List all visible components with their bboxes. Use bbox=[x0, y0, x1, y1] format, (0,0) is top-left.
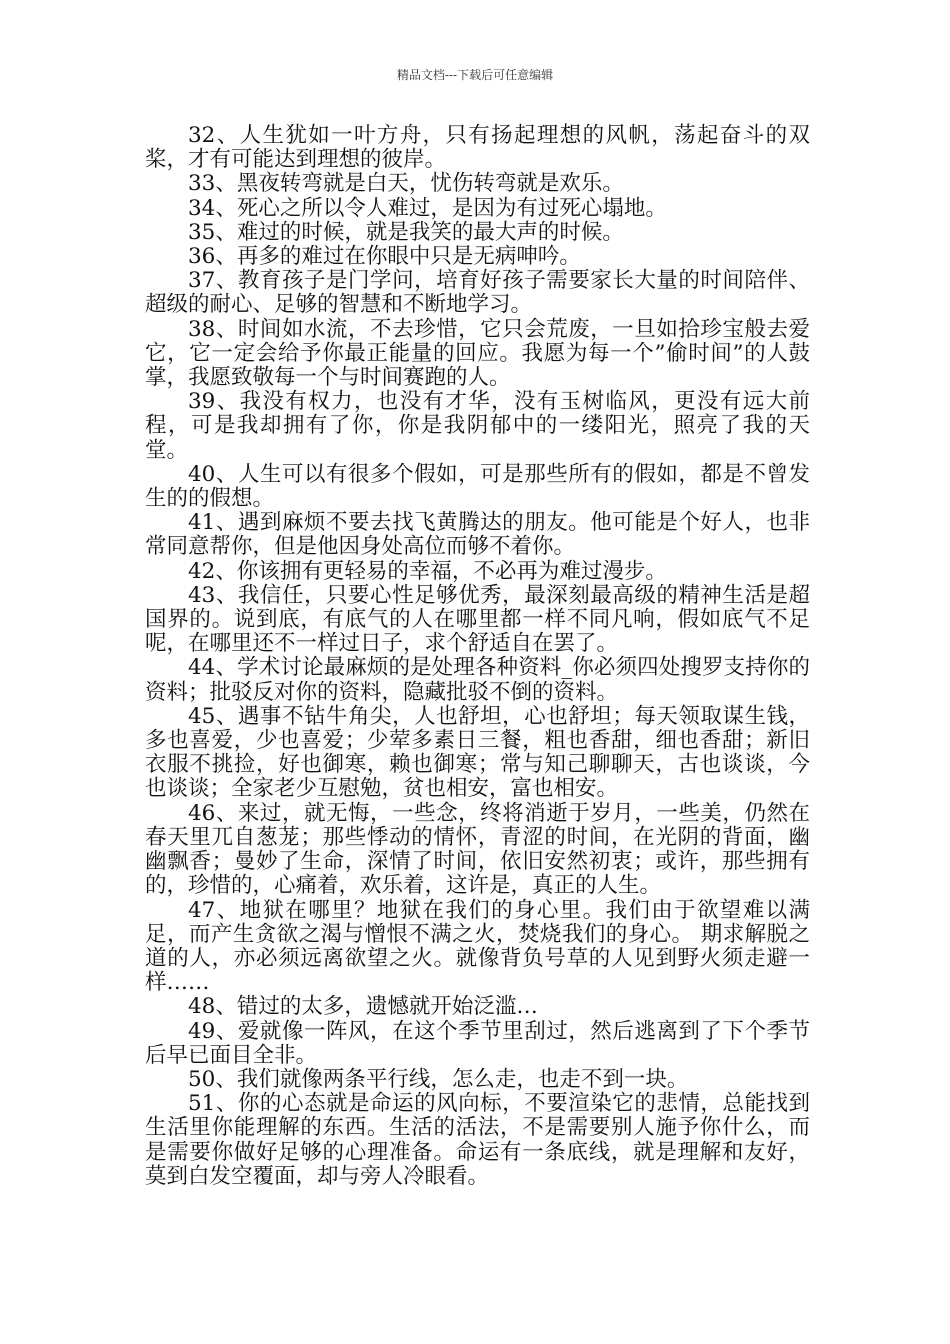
quote-paragraph: 43、我信任，只要心性足够优秀，最深刻最高级的精神生活是超国界的。说到底，有底气的人在哪里都一样不同凡响，假如底气不足呢，在哪里还不一样过日子，求个舒适自在罢了。 bbox=[145, 582, 810, 657]
quote-paragraph: 33、黑夜转弯就是白天，忧伤转弯就是欢乐。 bbox=[188, 171, 624, 197]
quote-paragraph: 51、你的心态就是命运的风向标，不要渲染它的悲情，总能找到生活里你能理解的东西。生活的活法，不是需要别人施予你什么，而是需要你做好足够的心理准备。命运有一条底线，就是理解和友好，莫到白发空覆面，却与旁人冷眼看。 bbox=[145, 1091, 810, 1189]
quote-paragraph: 45、遇事不钻牛角尖，人也舒坦，心也舒坦；每天领取谋生钱，多也喜爱，少也喜爱；少荤多素日三餐，粗也香甜，细也香甜；新旧衣服不挑捡，好也御寒，赖也御寒；常与知己聊聊天，古也谈谈，今也谈谈；全家老少互慰勉，贫也相安，富也相安。 bbox=[145, 703, 810, 802]
quote-paragraph: 49、爱就像一阵风，在这个季节里刮过，然后逃离到了下个季节后早已面目全非。 bbox=[145, 1018, 810, 1068]
quote-paragraph: 48、错过的太多，遗憾就开始泛滥… bbox=[188, 994, 538, 1020]
quote-paragraph: 42、你该拥有更轻易的幸福，不必再为难过漫步。 bbox=[188, 558, 667, 584]
quote-paragraph: 47、地狱在哪里？地狱在我们的身心里。我们由于欲望难以满足，而产生贪欲之渴与憎恨不满之火，焚烧我们的身心。 期求解脱之道的人，亦必须远离欲望之火。就像背负号草的人见到野火须走避一样…… bbox=[145, 897, 810, 996]
quote-paragraph: 41、遇到麻烦不要去找飞黄腾达的朋友。他可能是个好人，也非常同意帮你，但是他因身处高位而够不着你。 bbox=[145, 510, 810, 560]
quote-paragraph: 36、再多的难过在你眼中只是无病呻吟。 bbox=[188, 244, 581, 270]
quote-paragraph: 34、死心之所以令人难过，是因为有过死心塌地。 bbox=[188, 195, 667, 221]
quote-paragraph: 39、我没有权力，也没有才华，没有玉树临风，更没有远大前程，可是我却拥有了你，你是我阴郁中的一缕阳光，照亮了我的天堂。 bbox=[145, 389, 810, 463]
quote-paragraph: 40、人生可以有很多个假如，可是那些所有的假如，都是不曾发生的的假想。 bbox=[145, 461, 810, 512]
quote-paragraph: 37、教育孩子是门学问，培育好孩子需要家长大量的时间陪伴、超级的耐心、足够的智慧和不断地学习。 bbox=[145, 268, 810, 318]
quote-paragraph: 35、难过的时候，就是我笑的最大声的时候。 bbox=[188, 219, 624, 245]
quote-paragraph: 38、时间如水流，不去珍惜，它只会荒废，一旦如拾珍宝般去爱它，它一定会给予你最正能量的回应。我愿为每一个”偷时间”的人鼓掌，我愿致敬每一个与时间赛跑的人。 bbox=[145, 316, 810, 391]
quote-paragraph: 44、学术讨论最麻烦的是处理各种资料_你必须四处搜罗支持你的资料；批驳反对你的资料，隐藏批驳不倒的资料。 bbox=[145, 655, 810, 705]
quote-paragraph: 46、来过，就无悔，一些念，终将消逝于岁月，一些美，仍然在春天里兀自葱茏；那些悸动的情怀，青涩的时间，在光阴的背面，幽幽飘香；曼妙了生命，深情了时间，依旧安然初衷；或许，那些拥有的，珍惜的，心痛着，欢乐着，这许是，真正的人生。 bbox=[145, 800, 810, 899]
page-header: 精品文档---下载后可任意编辑 bbox=[396, 68, 554, 82]
quote-paragraph: 32、人生犹如一叶方舟，只有扬起理想的风帆，荡起奋斗的双桨，才有可能达到理想的彼岸。 bbox=[145, 123, 810, 173]
document-body bbox=[145, 124, 810, 1189]
quote-paragraph: 50、我们就像两条平行线，怎么走，也走不到一块。 bbox=[188, 1066, 689, 1092]
